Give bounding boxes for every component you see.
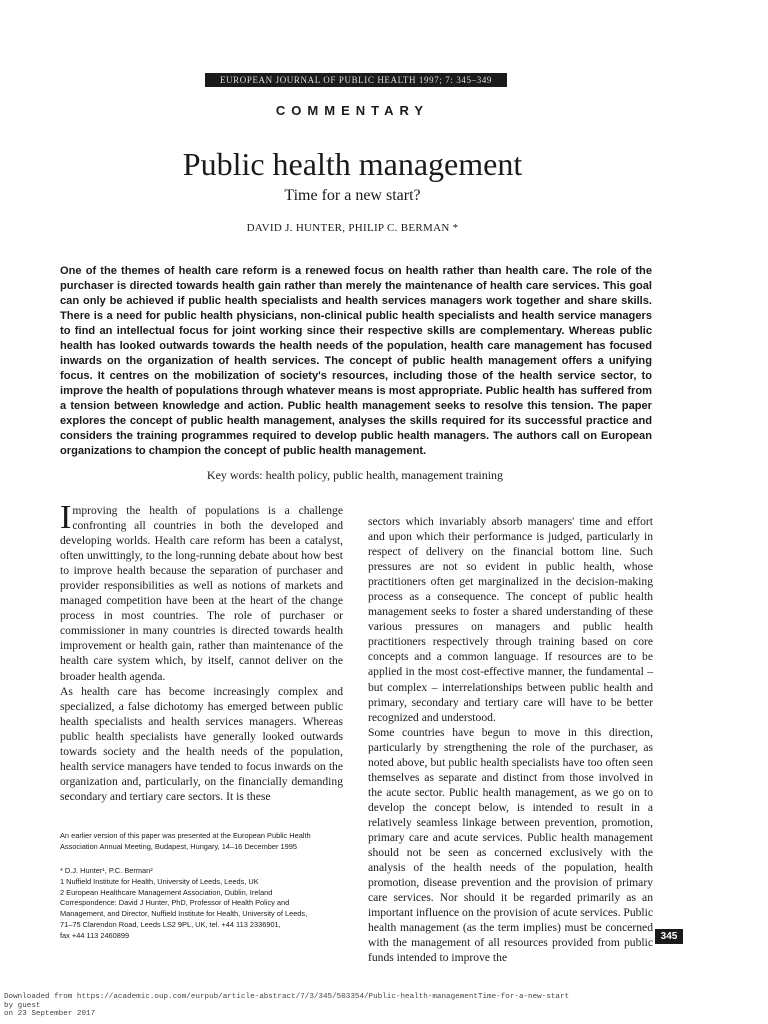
body-paragraph: As health care has become increasingly complex and specialized, a false dichotomy has emerged between public health specialists and health services managers. Whereas public health specialists have generally looked outwards towards society and the health needs of the population, health service managers have tended to focus inwards on the organization and, particularly, on the financially demanding secondary and tertiary care sectors. It is these [60, 684, 343, 803]
download-footer [4, 993, 764, 1019]
footnote-line: 2 European Healthcare Management Association, Dublin, Ireland [60, 887, 273, 897]
footnote-line: 71–75 Clarendon Road, Leeds LS2 9PL, UK, tel. +44 113 2336901, [60, 919, 281, 929]
author-line: DAVID J. HUNTER, PHILIP C. BERMAN * [246, 222, 459, 234]
body-column-right [368, 514, 653, 965]
download-guest-line: by guest [4, 1001, 41, 1010]
body-paragraph [60, 499, 343, 684]
footnote-line: * D.J. Hunter¹, P.C. Berman² [60, 866, 153, 875]
body-paragraph: sectors which invariably absorb managers' time and effort and upon which their performance is judged, particularly in respect of delivery on the financial bottom line. Such pressures are not so evident in public health, whose practitioners often get marginalized in the decision-making process as a consequence. The concept of public health management seeks to foster a shared understanding of these various pressures on managers and public health practitioners respectively through training based on core concepts and a common language. If resources are to be applied in the most cost-effective manner, the fundamental – but complex – interrelationships between public health and primary, secondary and tertiary care will have to be better recognized and understood. [368, 515, 653, 724]
footnote-author-affiliations [60, 866, 350, 942]
article-subtitle: Time for a new start? [284, 187, 421, 204]
footnote-line: Correspondence: David J Hunter, PhD, Professor of Health Policy and [60, 898, 290, 908]
keywords: Key words: health policy, public health, management training [206, 468, 504, 482]
footnote-line: 1 Nuffield Institute for Health, University of Leeds, Leeds, UK [60, 876, 259, 886]
page-number: 345 [655, 929, 683, 944]
journal-header-bar: EUROPEAN JOURNAL OF PUBLIC HEALTH 1997; 7: 345–349 [205, 73, 507, 87]
abstract: One of the themes of health care reform is a renewed focus on health rather than health care. The role of the purchaser is directed towards health gain rather than merely the maintenance of health care services. This goal can only be achieved if public health specialists and health services managers work together and share skills. There is a need for public health physicians, non-clinical public health specialists and health service managers to find an intellectual focus for joint working since their respective skills are complementary. Whereas public health has looked outwards towards the health needs of the population, health care management has focused inwards on the organization of health services. The concept of public health management offers a unifying focus. It centres on the mobilization of society's resources, including those of the health service sector, to improve the health of populations through whatever means is most appropriate. Public health has suffered from a tension between knowledge and action. Public health management seeks to resolve this tension. The paper explores the concept of public health management, analyses the skills required for its successful practice and considers the training programmes required to develop public health managers. The authors call on European organizations to champion the concept of public health management. [60, 265, 652, 457]
download-date-line: on 23 September 2017 [4, 1010, 96, 1019]
paragraph-text: mproving the health of populations is a challenge confronting all countries in both the developed and developing worlds. Health care reform has been a catalyst, often unwittingly, to the long-running debate about how best to improve health because the separation of purchaser and provider responsibilities as well as notions of markets and managed competition have been at the heart of the change process in most countries. The role of purchaser or commissioner in many countries is directed towards health improvement or health gain, rather than maintenance of the health care system which, by itself, cannot deliver on the broader health agenda. [60, 504, 343, 683]
download-url-line[interactable]: Downloaded from https://academic.oup.com/eurpub/article-abstract/7/3/345/503354/Public-health-managementTime-for-a-new-start [4, 993, 570, 1001]
section-label: COMMENTARY [275, 103, 430, 118]
body-paragraph: Some countries have begun to move in this direction, particularly by strengthening the role of the purchaser, as noted above, but public health specialists have too often seen themselves as separate and distinct from those involved in the acute sector. Public health management, as we go on to develop the concept below, is intended to result in a relatively seamless linkage between prevention, promotion, primary care and acute services. Public health management should not be seen as concerned exclusively with the analysis of the health needs of the population, health promotion, disease prevention and the provision of primary care services. Nor should it be regarded primarily as an important influence on the provision of acute services. Public health management (as the term implies) must be concerned with the management of all resources provided from public funds intended to improve the [368, 725, 653, 965]
drop-cap: I [60, 499, 72, 536]
footnote-line: fax +44 113 2460899 [60, 930, 130, 940]
footnote-earlier-version: An earlier version of this paper was presented at the European Public Health Association Annual Meeting, Budapest, Hungary, 14–16 December 1995 [60, 831, 311, 851]
article-title: Public health management [182, 146, 523, 182]
body-column-left [60, 499, 343, 804]
footnote-line: Management, and Director, Nuffield Institute for Health, University of Leeds, [60, 909, 308, 919]
